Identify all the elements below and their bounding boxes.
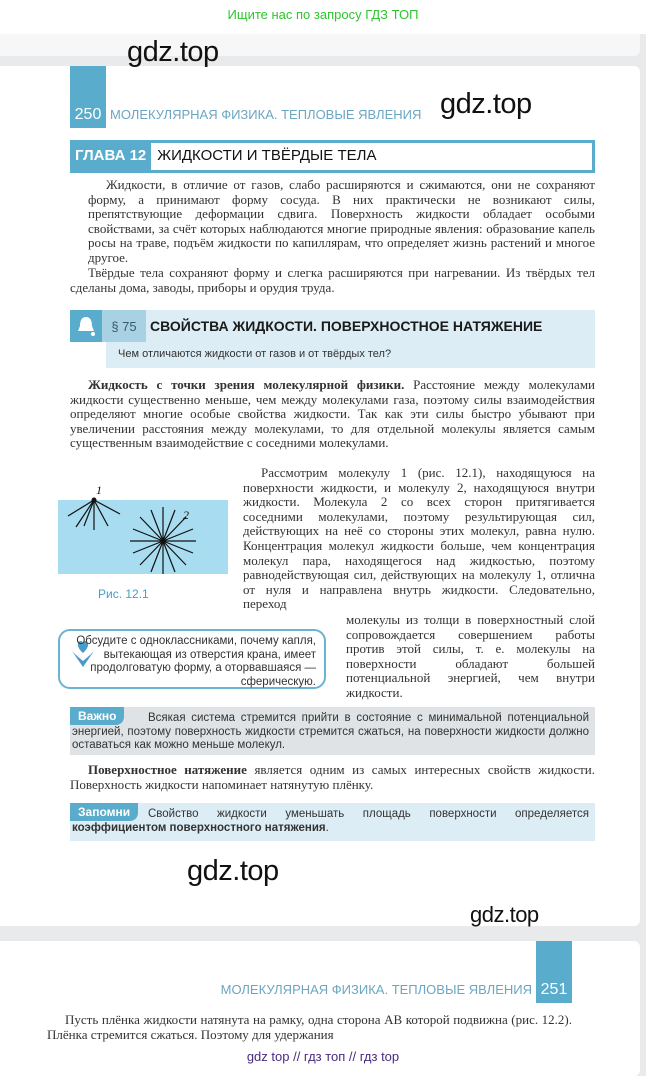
watermark: gdz.top	[187, 855, 279, 887]
figure-12-1	[58, 486, 238, 574]
running-header	[70, 66, 421, 128]
section-header	[70, 310, 595, 368]
section-title: СВОЙСТВА ЖИДКОСТИ. ПОВЕРХНОСТНОЕ НАТЯЖЕНИЕ	[150, 318, 543, 334]
watermark: gdz.top	[470, 902, 539, 927]
remember-end: .	[325, 821, 329, 834]
figure-caption: Рис. 12.1	[98, 587, 149, 601]
important-tag: Важно	[70, 707, 124, 725]
molecule-2-label: 2	[183, 508, 189, 522]
section-question: Чем отличаются жидкости от газов и от твёрдых тел?	[118, 348, 392, 360]
chapter-label: ГЛАВА 12	[75, 147, 147, 164]
bell-icon	[70, 310, 102, 342]
watermark: gdz.top	[440, 88, 532, 120]
page-number: 250	[70, 66, 106, 128]
discuss-box	[58, 629, 326, 689]
body-paragraph-3: молекулы из толщи в поверхностный слой сопровождается совершением работы против этой силы, т. е. молекулы на поверхности обладают большей потенциальной энергией, чем внутри жидкости.	[346, 612, 595, 700]
body-4-bold: Поверхностное натяжение	[88, 762, 247, 777]
running-title: МОЛЕКУЛЯРНАЯ ФИЗИКА. ТЕПЛОВЫЕ ЯВЛЕНИЯ	[110, 107, 422, 122]
intro-paragraph-1: Жидкости, в отличие от газов, слабо расширяются и сжимаются, они не сохраняют форму, а принимают форму сосуда. В них практически не возникают силы, препятствующие деформации сдвига. Поверхность жидкости обладает особыми свойствами, за счёт которых наблюдаются многие природные явления: образование капель росы на траве, подъём жидкости по капиллярам, что определяет жизнь растений и многое другое.	[88, 177, 595, 265]
body-1-bold: Жидкость с точки зрения молекулярной физики.	[88, 377, 405, 392]
previous-page-edge	[0, 34, 640, 56]
page-number-2: 251	[536, 941, 572, 1003]
intro-paragraph-2: Твёрдые тела сохраняют форму и слегка расширяются при нагревании. Из твёрдых тел сделаны дома, заводы, приборы и орудия труда.	[70, 265, 595, 295]
body-4-text: является одним из самых интересных свойств жидкости. Поверхность жидкости напоминает натянутую плёнку.	[70, 762, 595, 792]
top-banner	[0, 0, 646, 34]
page-2-paragraph: Пусть плёнка жидкости натянута на рамку, одна сторона AB которой подвижна (рис. 12.2). Плёнка стремится сжаться. Поэтому для удержания	[47, 1012, 572, 1042]
important-box	[70, 707, 595, 755]
body-paragraph-4	[70, 763, 595, 792]
remember-bold: коэффициентом поверхностного натяжения	[72, 821, 326, 834]
running-title-2: МОЛЕКУЛЯРНАЯ ФИЗИКА. ТЕПЛОВЫЕ ЯВЛЕНИЯ	[220, 982, 532, 997]
chapter-header	[70, 140, 595, 173]
molecule-1-label: 1	[96, 486, 102, 497]
remember-tag: Запомни	[70, 803, 138, 821]
important-text: Всякая система стремится прийти в состояние с минимальной потенциальной энергией, поэтому поверхность жидкости стремится сжаться, на поверхности жидкости должно оставаться как можно меньше молекул.	[72, 712, 589, 751]
running-header-2	[0, 941, 572, 1003]
body-paragraph-2: Рассмотрим молекулу 1 (рис. 12.1), находящуюся на поверхности жидкости, и молекулу 2, находящуюся внутри жидкости. Молекула 2 со всех сторон притягивается соседними молекулами, поэтому результирующая сил, действующих на неё со стороны этих молекул, равна нулю. Концентрация молекул жидкости больше, чем концентрация молекул пара, находящегося над жидкостью, поэтому равнодействующая сил, действующих на молекулу 1, отлична от нуля и направлена внутрь жидкости. Следовательно, переход	[243, 465, 595, 612]
chapter-title: ЖИДКОСТИ И ТВЁРДЫЕ ТЕЛА	[151, 143, 592, 170]
remember-plain: Свойство жидкости уменьшать площадь поверхности определяется	[148, 808, 589, 820]
body-paragraph-1	[70, 378, 595, 451]
remember-box	[70, 803, 595, 841]
search-hint: Ищите нас по запросу ГДЗ ТОП	[227, 7, 419, 22]
discuss-text: Обсудите с одноклассниками, почему капля, вытекающая из отверстия крана, имеет продолговатую форму, а оторвавшаяся — сферическую.	[76, 635, 316, 688]
footer-links: gdz top // гдз топ // гдз top	[246, 1049, 400, 1064]
section-number: § 75	[102, 310, 146, 342]
remember-text	[70, 808, 589, 835]
watermark: gdz.top	[127, 36, 219, 68]
body-1-text: Расстояние между молекулами жидкости существенно меньше, чем между молекулами газа, поэтому силы взаимодействия определяют многие особые свойства жидкости. Так как эти силы быстро убывают при увеличении расстояния между молекулами, то для отдельной молекулы является самым существенным взаимодействие с соседними молекулами.	[70, 377, 595, 451]
